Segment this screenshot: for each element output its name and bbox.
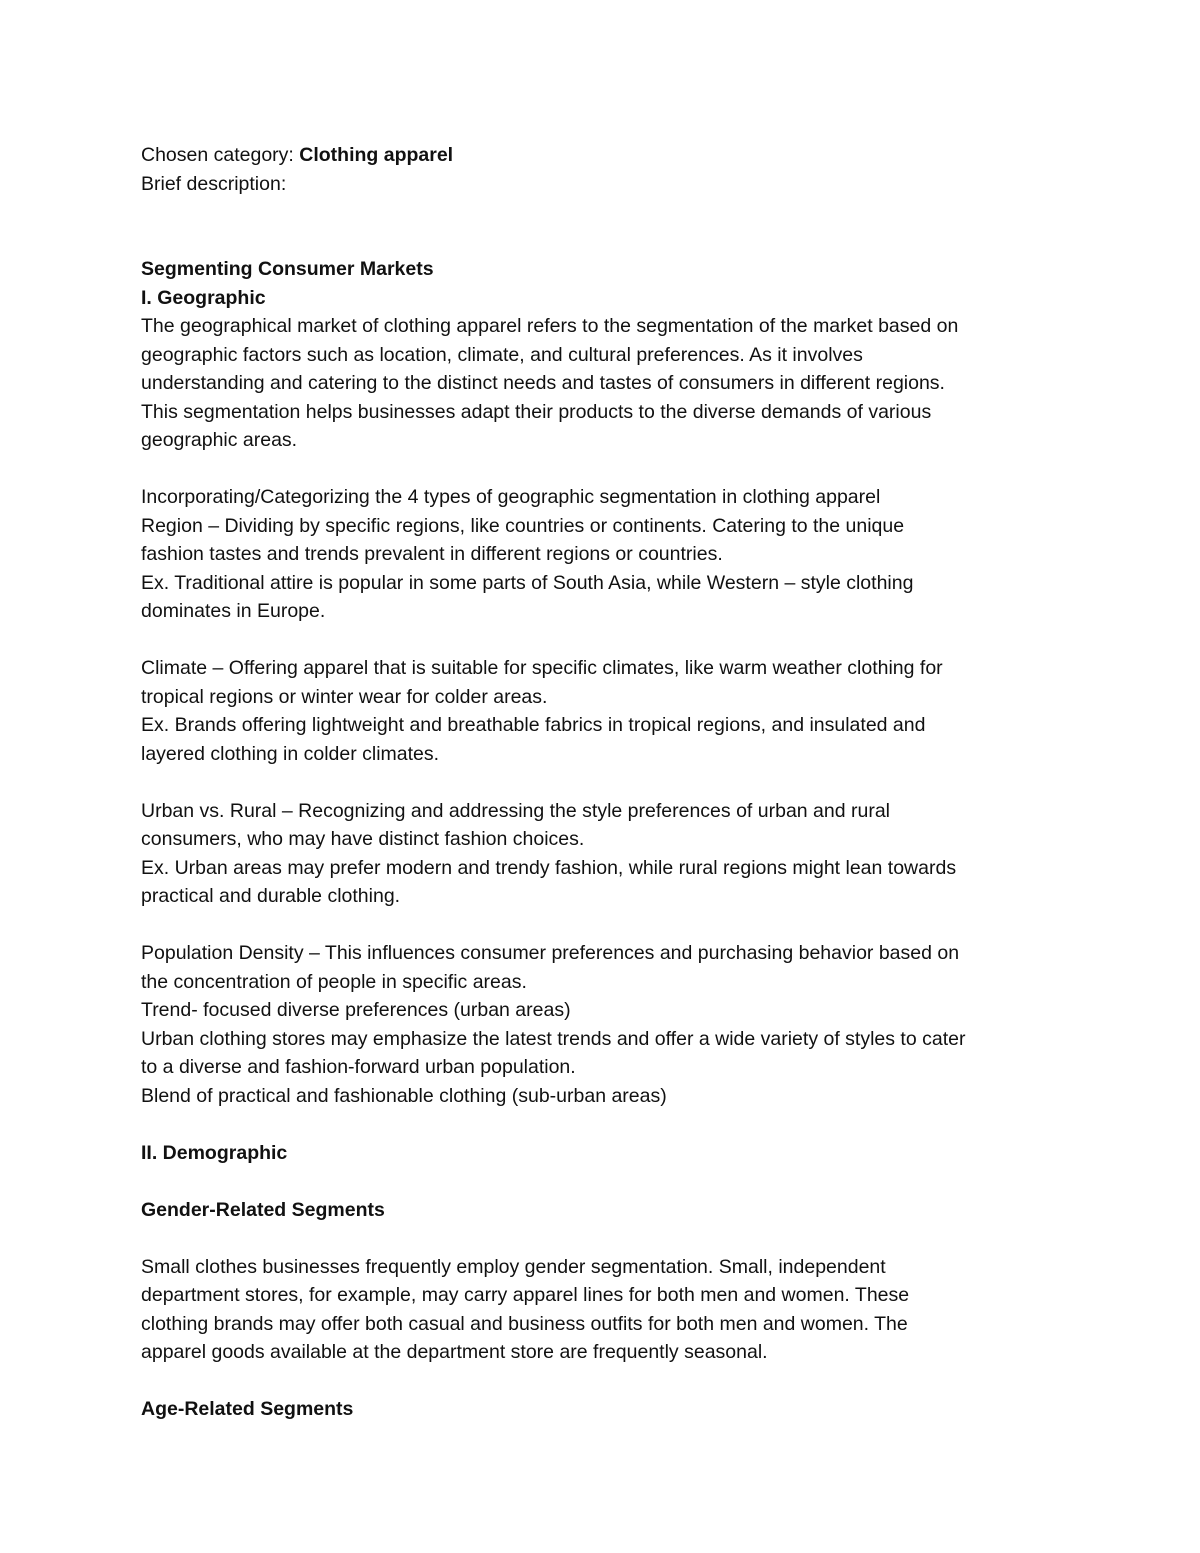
gender-segments-paragraph [141, 1253, 1071, 1367]
paragraph-line: Urban clothing stores may emphasize the latest trends and offer a wide variety of styles to cater [141, 1027, 966, 1050]
brief-description-label: Brief description: [141, 172, 287, 195]
paragraph-line: fashion tastes and trends prevalent in different regions or countries. [141, 543, 723, 565]
paragraph-line: Ex. Urban areas may prefer modern and trendy fashion, while rural regions might lean towards [141, 856, 957, 879]
paragraph-line: clothing brands may offer both casual and business outfits for both men and women. The [141, 1312, 908, 1335]
paragraph-line: Blend of practical and fashionable clothing (sub-urban areas) [141, 1084, 667, 1107]
paragraph-line: Small clothes businesses frequently employ gender segmentation. Small, independent [141, 1255, 886, 1278]
paragraph-line: consumers, who may have distinct fashion choices. [141, 828, 585, 850]
paragraph-line: Ex. Traditional attire is popular in some parts of South Asia, while Western – style clothing [141, 571, 914, 594]
paragraph-line: geographic factors such as location, climate, and cultural preferences. As it involves [141, 343, 863, 366]
paragraph-line: This segmentation helps businesses adapt their products to the diverse demands of various [141, 400, 932, 423]
paragraph-line: apparel goods available at the department store are frequently seasonal. [141, 1341, 768, 1363]
paragraph-line: Trend- focused diverse preferences (urban areas) [141, 999, 571, 1021]
population-density-paragraph [141, 939, 1071, 1110]
spacer [141, 455, 1071, 484]
paragraph-line: tropical regions or winter wear for colder areas. [141, 685, 548, 708]
geographic-intro-paragraph [141, 312, 1071, 455]
spacer [141, 1367, 1071, 1396]
spacer [141, 1167, 1071, 1196]
paragraph-line: understanding and catering to the distinct needs and tastes of consumers in different regions. [141, 372, 945, 394]
paragraph-line: dominates in Europe. [141, 600, 326, 622]
paragraph-line: Population Density – This influences consumer preferences and purchasing behavior based on [141, 942, 960, 964]
spacer [141, 227, 1071, 256]
paragraph-line: department stores, for example, may carry apparel lines for both men and women. These [141, 1284, 910, 1306]
paragraph-line: layered clothing in colder climates. [141, 742, 440, 765]
region-paragraph [141, 512, 1071, 626]
section-title: Segmenting Consumer Markets [141, 258, 434, 280]
age-segments-heading: Age-Related Segments [141, 1398, 354, 1420]
document-page [141, 141, 1071, 1424]
spacer [141, 1224, 1071, 1253]
urban-rural-paragraph [141, 797, 1071, 911]
demographic-heading: II. Demographic [141, 1141, 288, 1164]
chosen-category-label: Chosen category: [141, 144, 300, 166]
types-intro: Incorporating/Categorizing the 4 types of geographic segmentation in clothing apparel [141, 486, 881, 508]
paragraph-line: Region – Dividing by specific regions, like countries or continents. Catering to the unique [141, 514, 905, 537]
paragraph-line: geographic areas. [141, 429, 298, 451]
paragraph-line: to a diverse and fashion-forward urban population. [141, 1056, 576, 1078]
paragraph-line: Climate – Offering apparel that is suitable for specific climates, like warm weather clothing for [141, 657, 943, 679]
paragraph-line: The geographical market of clothing apparel refers to the segmentation of the market based on [141, 315, 959, 337]
chosen-category-value: Clothing apparel [299, 144, 454, 166]
climate-paragraph [141, 654, 1071, 768]
paragraph-line: Ex. Brands offering lightweight and breathable fabrics in tropical regions, and insulated and [141, 714, 926, 736]
paragraph-line: the concentration of people in specific areas. [141, 970, 527, 993]
geographic-heading: I. Geographic [141, 286, 266, 309]
chosen-category-line [141, 141, 1071, 170]
spacer [141, 768, 1071, 797]
paragraph-line: practical and durable clothing. [141, 885, 401, 907]
spacer [141, 198, 1071, 227]
spacer [141, 626, 1071, 655]
paragraph-line: Urban vs. Rural – Recognizing and addressing the style preferences of urban and rural [141, 799, 891, 822]
spacer [141, 911, 1071, 940]
spacer [141, 1110, 1071, 1139]
gender-segments-heading: Gender-Related Segments [141, 1198, 385, 1221]
